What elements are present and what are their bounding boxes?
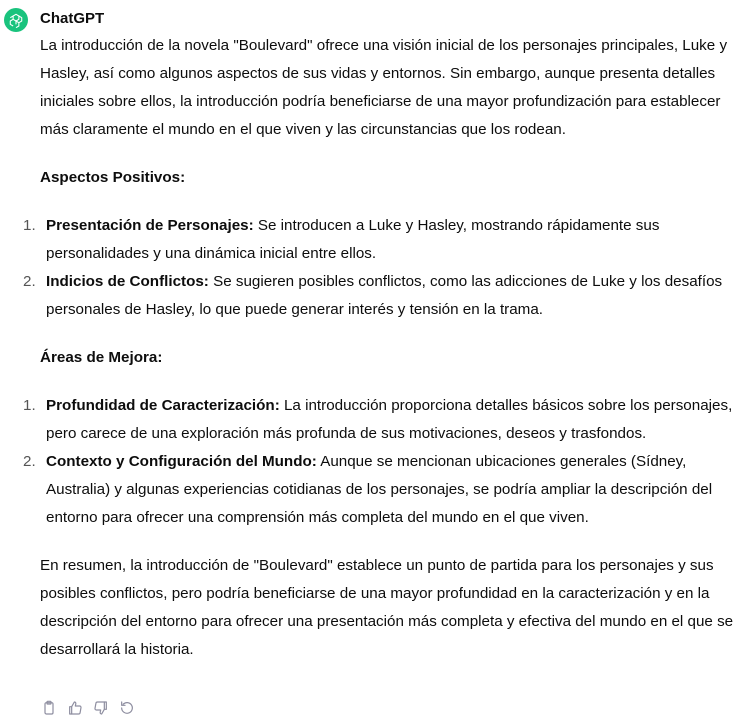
list-item-title: Presentación de Personajes: bbox=[46, 217, 254, 234]
openai-logo-icon bbox=[8, 12, 24, 28]
thumbs-down-icon bbox=[93, 700, 109, 716]
list-number: 1. bbox=[23, 217, 36, 234]
assistant-message bbox=[23, 32, 740, 684]
improvements-list bbox=[23, 392, 740, 532]
list-item bbox=[23, 212, 740, 268]
positives-list bbox=[23, 212, 740, 324]
list-number: 2. bbox=[23, 453, 36, 470]
list-item bbox=[23, 268, 740, 324]
positives-heading: Aspectos Positivos: bbox=[40, 169, 186, 186]
chatgpt-avatar bbox=[4, 8, 28, 32]
copy-button[interactable] bbox=[40, 699, 58, 717]
author-name: ChatGPT bbox=[40, 10, 105, 27]
improvements-heading: Áreas de Mejora: bbox=[40, 349, 163, 366]
refresh-icon bbox=[119, 700, 135, 716]
list-item-text: La introducción proporciona detalles básicos sobre los personajes, pero carece de una exploración más profunda de sus motivaciones, deseos y trasfondos. bbox=[46, 397, 733, 442]
list-item-title: Contexto y Configuración del Mundo: bbox=[46, 453, 317, 470]
list-item-title: Profundidad de Caracterización: bbox=[46, 397, 280, 414]
list-item bbox=[23, 392, 740, 448]
list-item-text: Se introducen a Luke y Hasley, mostrando rápidamente sus personalidades y una dinámica inicial entre ellos. bbox=[46, 217, 660, 262]
list-item-title: Indicios de Conflictos: bbox=[46, 273, 209, 290]
intro-paragraph: La introducción de la novela "Boulevard" ofrece una visión inicial de los personajes principales, Luke y Hasley, así como algunos aspectos de sus vidas y entornos. Sin embargo, aunque presenta detalles iniciales sobre ellos, la introducción podría beneficiarse de una mayor profundización para establecer más claramente el mundo en el que viven y las circunstancias que los rodean. bbox=[40, 37, 728, 138]
message-actions bbox=[40, 699, 136, 717]
clipboard-icon bbox=[41, 700, 57, 716]
like-button[interactable] bbox=[66, 699, 84, 717]
list-number: 2. bbox=[23, 273, 36, 290]
thumbs-up-icon bbox=[67, 700, 83, 716]
regenerate-button[interactable] bbox=[118, 699, 136, 717]
dislike-button[interactable] bbox=[92, 699, 110, 717]
list-number: 1. bbox=[23, 397, 36, 414]
list-item-text: Se sugieren posibles conflictos, como las adicciones de Luke y los desafíos personales de Hasley, lo que puede generar interés y tensión en la trama. bbox=[46, 273, 723, 318]
list-item-text: Aunque se mencionan ubicaciones generales (Sídney, Australia) y algunas experiencias cotidianas de los personajes, se podría ampliar la descripción del entorno para ofrecer una comprensión más completa del mundo en el que viven. bbox=[46, 453, 713, 526]
list-item bbox=[23, 448, 740, 532]
summary-paragraph: En resumen, la introducción de "Boulevard" establece un punto de partida para los personajes y sus posibles conflictos, pero podría beneficiarse de una mayor profundidad en la caracterización y en la descripción del entorno para ofrecer una presentación más completa y efectiva del mundo en el que se desarrollará la historia. bbox=[40, 557, 734, 658]
